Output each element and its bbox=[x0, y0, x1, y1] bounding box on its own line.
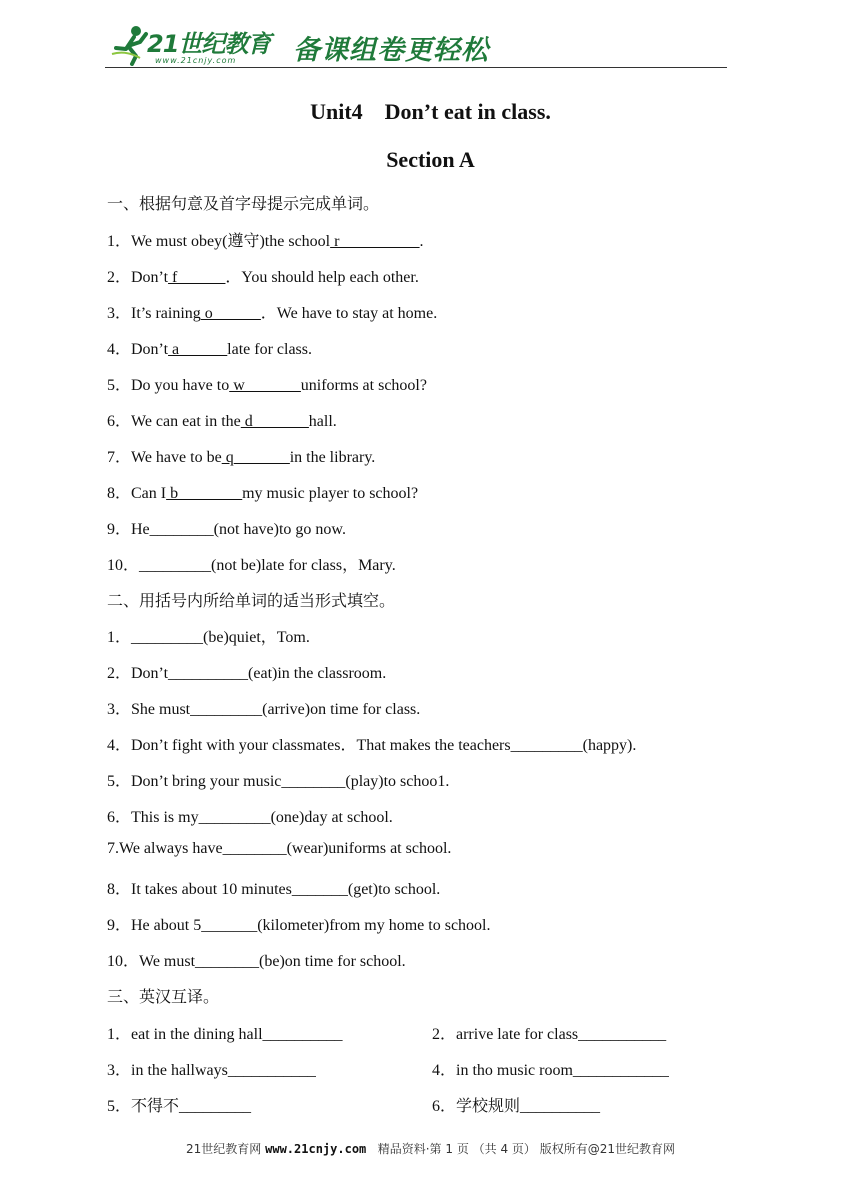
answer-blank: _________ bbox=[190, 701, 263, 718]
exercise-line: 7.We always have________(wear)uniforms at school. bbox=[107, 840, 452, 857]
page-header bbox=[105, 20, 727, 70]
exercise-line: 4．in tho music room____________ bbox=[432, 1062, 669, 1079]
exercise-line: 3．in the hallways___________ bbox=[107, 1062, 316, 1079]
logo-text: 21世纪教育 bbox=[147, 30, 271, 58]
exercise-line: 1．_________(be)quiet，Tom. bbox=[107, 629, 310, 646]
answer-blank: ____________ bbox=[572, 1062, 669, 1079]
answer-blank: r__________ bbox=[330, 233, 420, 250]
footer-left: 21世纪教育网 bbox=[186, 1142, 262, 1156]
exercise-line: 9．He about 5_______(kilometer)from my home to school. bbox=[107, 917, 491, 934]
answer-blank: _______ bbox=[201, 917, 258, 934]
answer-blank: ___________ bbox=[578, 1026, 667, 1043]
answer-blank: w_______ bbox=[229, 377, 301, 394]
exercise-line: 8．Can I b________my music player to school? bbox=[107, 485, 419, 502]
exercise-line: 4．Don’t a______late for class. bbox=[107, 341, 313, 358]
page-title: Unit4 Don’t eat in class. bbox=[310, 99, 551, 124]
exercise-line: 1．We must obey(遵守)the school r__________. bbox=[107, 233, 424, 250]
answer-blank: b________ bbox=[166, 485, 243, 502]
header-divider bbox=[105, 67, 727, 68]
answer-blank: __________ bbox=[168, 665, 249, 682]
answer-blank: q_______ bbox=[221, 449, 290, 466]
exercise-line: 6．This is my_________(one)day at school. bbox=[107, 809, 393, 826]
exercise-line: 6．We can eat in the d_______hall. bbox=[107, 413, 337, 430]
logo-url: www.21cnjy.com bbox=[155, 56, 237, 65]
answer-blank: f______ bbox=[168, 269, 226, 286]
answer-blank: __________ bbox=[262, 1026, 343, 1043]
exercise-line: 2．Don’t f______．You should help each other. bbox=[107, 269, 419, 286]
section-heading-3: 三、英汉互译。 bbox=[107, 987, 220, 1006]
exercise-line: 5．不得不_________ bbox=[107, 1098, 252, 1115]
page-subtitle: Section A bbox=[386, 147, 475, 172]
exercise-line: 8．It takes about 10 minutes_______(get)to school. bbox=[107, 881, 441, 898]
exercise-line: 4．Don’t fight with your classmates．That makes the teachers_________(happy). bbox=[107, 737, 637, 754]
exercise-line: 9．He________(not have)to go now. bbox=[107, 521, 346, 538]
answer-blank: o______ bbox=[200, 305, 261, 322]
section-heading-2: 二、用括号内所给单词的适当形式填空。 bbox=[107, 591, 396, 610]
exercise-line: 3．She must_________(arrive)on time for class. bbox=[107, 701, 421, 718]
footer-right: 精品资料·第 1 页 （共 4 页） 版权所有@21世纪教育网 bbox=[377, 1142, 675, 1156]
runner-logo-icon bbox=[110, 24, 150, 66]
answer-blank: a______ bbox=[168, 341, 228, 358]
answer-blank: ________ bbox=[195, 953, 260, 970]
page-footer bbox=[0, 1140, 861, 1157]
exercise-line: 7．We have to be q_______in the library. bbox=[107, 449, 376, 466]
answer-blank: ________ bbox=[281, 773, 346, 790]
answer-blank: _______ bbox=[291, 881, 348, 898]
exercise-line: 5．Do you have to w_______uniforms at school? bbox=[107, 377, 427, 394]
answer-blank: __________ bbox=[520, 1098, 601, 1115]
answer-blank: ___________ bbox=[227, 1062, 316, 1079]
section-heading-1: 一、根据句意及首字母提示完成单词。 bbox=[107, 194, 380, 213]
answer-blank: _________ bbox=[131, 629, 204, 646]
exercise-line: 6．学校规则__________ bbox=[432, 1098, 601, 1115]
exercise-line: 10．_________(not be)late for class，Mary. bbox=[107, 557, 396, 574]
exercise-line: 3．It’s raining o______．We have to stay at home. bbox=[107, 305, 438, 322]
answer-blank: _________ bbox=[139, 557, 212, 574]
answer-blank: ________ bbox=[149, 521, 214, 538]
exercise-line: 5．Don’t bring your music________(play)to schoo1. bbox=[107, 773, 450, 790]
footer-site-link[interactable]: www.21cnjy.com bbox=[265, 1142, 367, 1156]
exercise-line: 2．arrive late for class___________ bbox=[432, 1026, 667, 1043]
answer-blank: ________ bbox=[222, 840, 287, 857]
answer-blank: _________ bbox=[198, 809, 271, 826]
answer-blank: d_______ bbox=[240, 413, 309, 430]
exercise-line: 1．eat in the dining hall__________ bbox=[107, 1026, 343, 1043]
exercise-line: 10．We must________(be)on time for school. bbox=[107, 953, 406, 970]
answer-blank: _________ bbox=[510, 737, 583, 754]
header-slogan: 备课组卷更轻松 bbox=[293, 35, 489, 66]
exercise-line: 2．Don’t__________(eat)in the classroom. bbox=[107, 665, 387, 682]
answer-blank: _________ bbox=[179, 1098, 252, 1115]
